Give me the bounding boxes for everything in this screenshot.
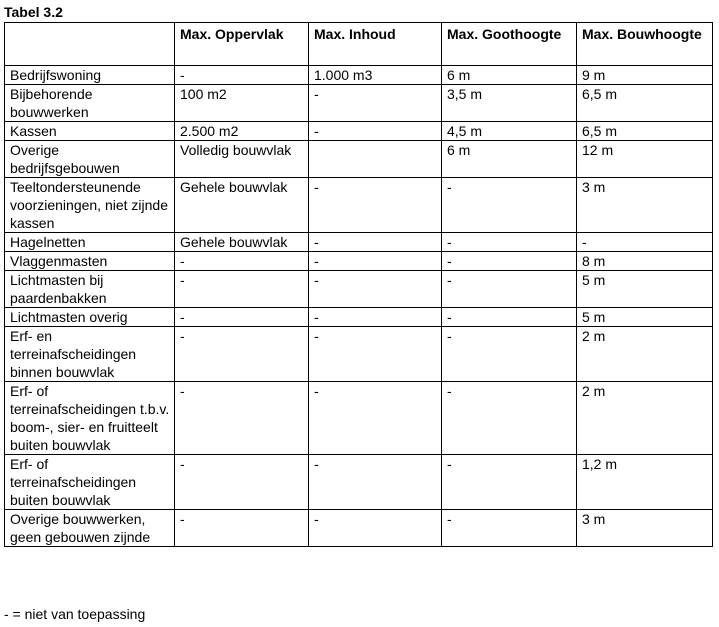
cell-bouwhoogte: 6,5 m: [577, 122, 713, 141]
row-label: Lichtmasten bij paardenbakken: [5, 271, 175, 308]
row-label: Lichtmasten overig: [5, 308, 175, 327]
cell-bouwhoogte: 3 m: [577, 178, 713, 233]
row-label: Hagelnetten: [5, 233, 175, 252]
cell-oppervlak: -: [175, 271, 309, 308]
cell-inhoud: -: [309, 327, 442, 382]
cell-bouwhoogte: 1,2 m: [577, 455, 713, 510]
cell-goothoogte: 3,5 m: [442, 85, 577, 122]
cell-goothoogte: -: [442, 252, 577, 271]
table-row: [5, 85, 713, 122]
table-row: [5, 122, 713, 141]
table-row: [5, 327, 713, 382]
row-label: Erf- en terreinafscheidingen binnen bouwvlak: [5, 327, 175, 382]
row-label: Overige bouwwerken, geen gebouwen zijnde: [5, 510, 175, 547]
cell-goothoogte: -: [442, 271, 577, 308]
table-row: [5, 141, 713, 178]
cell-inhoud: -: [309, 455, 442, 510]
header-cell-inhoud: Max. Inhoud: [309, 23, 442, 66]
cell-inhoud: -: [309, 308, 442, 327]
cell-bouwhoogte: -: [577, 233, 713, 252]
cell-oppervlak: -: [175, 382, 309, 455]
cell-bouwhoogte: 12 m: [577, 141, 713, 178]
header-cell-label: [5, 23, 175, 66]
cell-goothoogte: -: [442, 308, 577, 327]
cell-bouwhoogte: 5 m: [577, 271, 713, 308]
table-row: [5, 252, 713, 271]
cell-oppervlak: Gehele bouwvlak: [175, 233, 309, 252]
cell-goothoogte: -: [442, 327, 577, 382]
cell-bouwhoogte: 3 m: [577, 510, 713, 547]
cell-inhoud: -: [309, 252, 442, 271]
cell-oppervlak: -: [175, 308, 309, 327]
row-label: Bijbehorende bouwwerken: [5, 85, 175, 122]
cell-inhoud: -: [309, 178, 442, 233]
cell-inhoud: -: [309, 85, 442, 122]
cell-bouwhoogte: 2 m: [577, 382, 713, 455]
table-row: [5, 178, 713, 233]
cell-oppervlak: -: [175, 455, 309, 510]
header-cell-oppervlak: Max. Oppervlak: [175, 23, 309, 66]
cell-oppervlak: -: [175, 510, 309, 547]
cell-goothoogte: -: [442, 510, 577, 547]
table-row: [5, 510, 713, 547]
cell-oppervlak: -: [175, 252, 309, 271]
table-row: [5, 382, 713, 455]
cell-goothoogte: -: [442, 233, 577, 252]
row-label: Erf- of terreinafscheidingen t.b.v. boom-, sier- en fruitteelt buiten bouwvlak: [5, 382, 175, 455]
cell-oppervlak: 2.500 m2: [175, 122, 309, 141]
cell-inhoud: -: [309, 271, 442, 308]
row-label: Kassen: [5, 122, 175, 141]
cell-bouwhoogte: 2 m: [577, 327, 713, 382]
cell-bouwhoogte: 8 m: [577, 252, 713, 271]
header-cell-bouwhoogte: Max. Bouwhoogte: [577, 23, 713, 66]
cell-goothoogte: -: [442, 178, 577, 233]
cell-oppervlak: Gehele bouwvlak: [175, 178, 309, 233]
cell-goothoogte: -: [442, 382, 577, 455]
table-header-row: [5, 23, 713, 66]
row-label: Vlaggenmasten: [5, 252, 175, 271]
table-row: [5, 233, 713, 252]
cell-goothoogte: 6 m: [442, 66, 577, 85]
cell-bouwhoogte: 5 m: [577, 308, 713, 327]
cell-inhoud: -: [309, 122, 442, 141]
table-row: [5, 66, 713, 85]
cell-bouwhoogte: 9 m: [577, 66, 713, 85]
table-caption: Tabel 3.2: [4, 4, 63, 20]
cell-oppervlak: 100 m2: [175, 85, 309, 122]
row-label: Erf- of terreinafscheidingen buiten bouwvlak: [5, 455, 175, 510]
table-row: [5, 271, 713, 308]
cell-inhoud: 1.000 m3: [309, 66, 442, 85]
header-cell-goothoogte: Max. Goothoogte: [442, 23, 577, 66]
cell-oppervlak: -: [175, 327, 309, 382]
cell-inhoud: -: [309, 233, 442, 252]
table-row: [5, 455, 713, 510]
table-footnote: - = niet van toepassing: [4, 606, 146, 622]
row-label: Bedrijfswoning: [5, 66, 175, 85]
cell-inhoud: -: [309, 382, 442, 455]
cell-inhoud: -: [309, 510, 442, 547]
cell-goothoogte: 6 m: [442, 141, 577, 178]
cell-inhoud: [309, 141, 442, 178]
cell-oppervlak: Volledig bouwvlak: [175, 141, 309, 178]
cell-goothoogte: 4,5 m: [442, 122, 577, 141]
cell-oppervlak: -: [175, 66, 309, 85]
cell-goothoogte: -: [442, 455, 577, 510]
cell-bouwhoogte: 6,5 m: [577, 85, 713, 122]
requirements-table: [4, 22, 713, 547]
row-label: Overige bedrijfsgebouwen: [5, 141, 175, 178]
table-row: [5, 308, 713, 327]
row-label: Teeltondersteunende voorzieningen, niet zijnde kassen: [5, 178, 175, 233]
